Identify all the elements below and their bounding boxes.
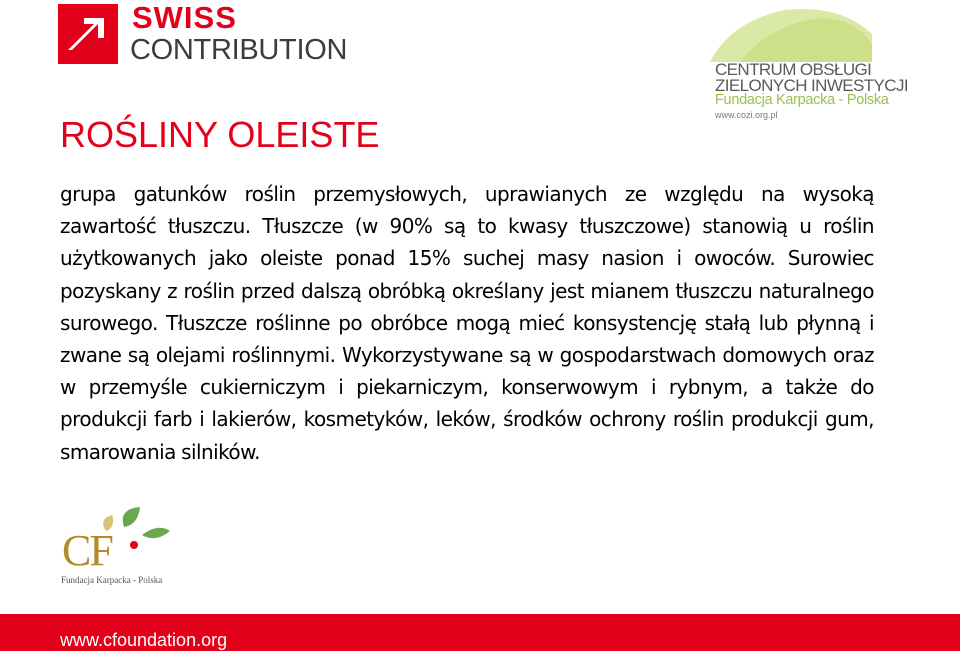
cozi-logo-line1: CENTRUM OBSŁUGI [715, 60, 872, 79]
cozi-logo-line3: Fundacja Karpacka - Polska [715, 92, 889, 108]
cf-monogram: CF [62, 526, 112, 575]
swiss-flag-icon [58, 4, 118, 64]
footer-bar [0, 614, 960, 651]
footer-url: www.cfoundation.org [60, 630, 228, 650]
slide-title: ROŚLINY OLEISTE [60, 114, 380, 155]
cozi-logo-url: www.cozi.org.pl [715, 110, 778, 120]
sun-icon [700, 4, 880, 64]
swiss-contribution-logo [58, 0, 358, 68]
slide-body-text: grupa gatunków roślin przemysłowych, uprawianych ze względu na wysoką zawartość tłuszczu. Tłuszcze (w 90% są to kwasy tłuszczowe) stanowią u roślin użytkowanych jako oleiste ponad 15% suchej masy nasion i owoców. Surowiec pozyskany z roślin przed dalszą obróbką określany jest mianem tłuszczu naturalnego surowego. Tłuszcze roślinne po obróbce mogą mieć konsystencję stałą lub płynną i zwane są olejami roślinnymi. Wykorzystywane są w gospodarstwach domowych oraz w przemyśle cukierniczym i piekarniczym, konserwowym i rybnym, a także do produkcji farb i lakierów, kosmetyków, leków, środków ochrony roślin produkcji gum, smarowania silników. [60, 182, 874, 464]
cozi-logo [700, 4, 908, 124]
cozi-logo-line2: ZIELONYCH INWESTYCJI [715, 76, 908, 95]
cf-logo-tagline: Fundacja Karpacka - Polska [61, 575, 163, 585]
swiss-logo-line1: SWISS [132, 0, 237, 35]
swiss-logo-line2: CONTRIBUTION [130, 34, 348, 66]
cfoundation-logo [58, 505, 178, 590]
